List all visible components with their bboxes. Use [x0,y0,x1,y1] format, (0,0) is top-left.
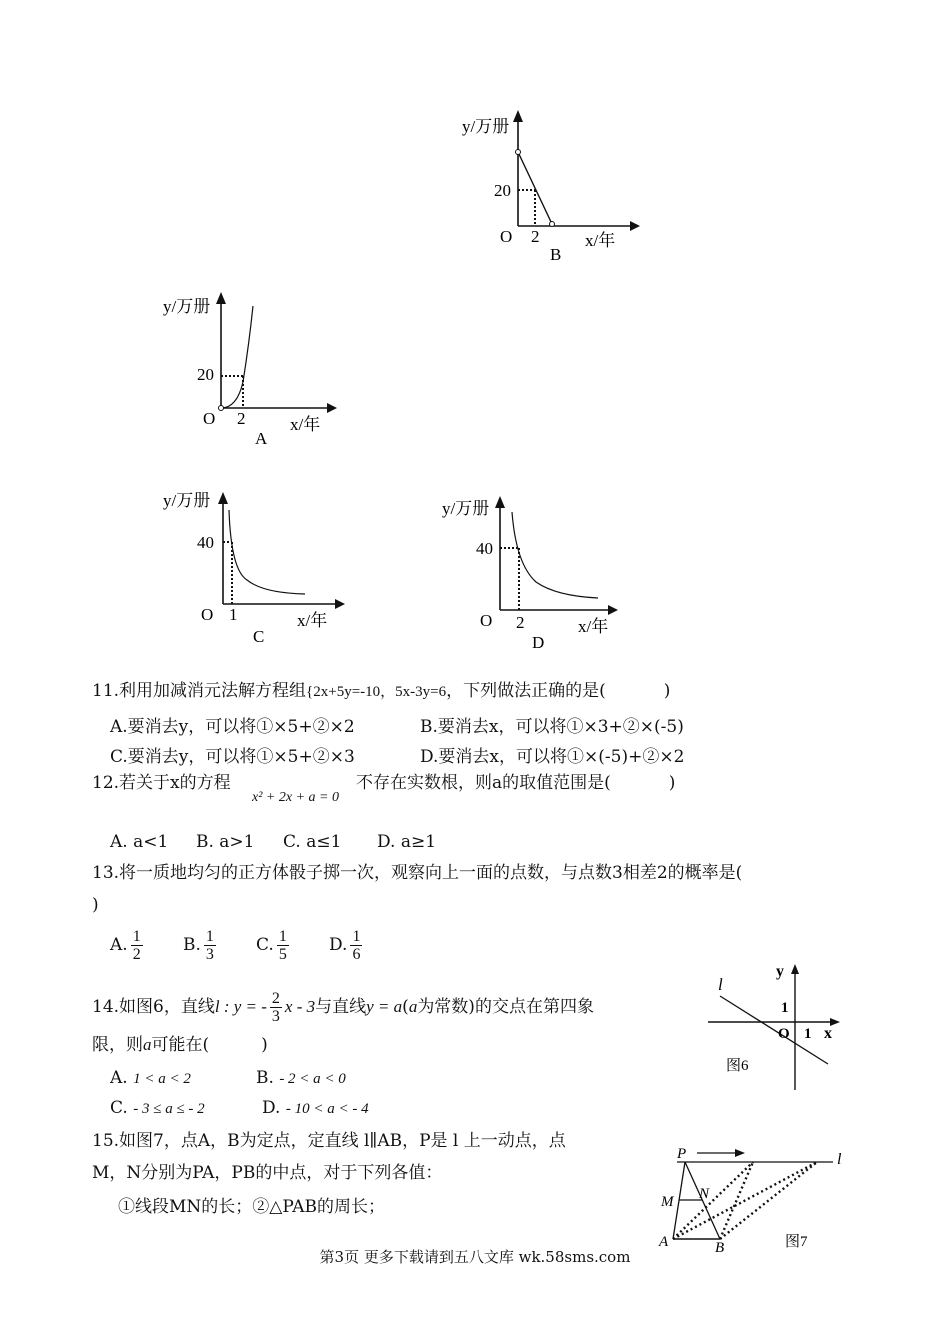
q11-option-a[interactable]: A.要消去y，可以将①×5+②×2 [110,717,355,737]
fraction: $\frac{2}{3}$ [271,990,280,1025]
q11-system: {2x+5y=-10，5x-3y=6 [306,684,447,700]
graph-d-origin: O [480,611,493,630]
figure-6-one-x: 1 [804,1026,812,1042]
q15-stem-3: ①线段MN的长；②△PAB的周长； [118,1197,386,1217]
figure-6-y-label: y [776,963,784,980]
q11-option-b[interactable]: B.要消去x，可以将①×3+②×(-5) [420,717,684,737]
figure-7-point-a: A [659,1234,669,1250]
graph-c [155,480,365,650]
figure-6-l-label: l [718,975,723,994]
graph-a-caption: A [255,429,268,448]
q11-option-c[interactable]: C.要消去y，可以将①×5+②×3 [110,747,355,767]
fraction: $\frac{1}{3}$ [205,928,214,963]
graph-d-xtick: 2 [516,613,525,632]
q15-stem-2: M，N分别为PA，PB的中点，对于下列各值： [92,1163,443,1183]
q12-stem-b: 不存在实数根，则a的取值范围是( ) [356,773,676,793]
graph-d-xlabel: x/年 [578,617,609,636]
q13-option-d[interactable]: D. $\frac{1}{6}$ [329,928,361,963]
graph-b-ytick: 20 [494,181,511,200]
graph-b-caption: B [550,245,562,264]
graph-c-curve [229,510,305,594]
q12-option-b[interactable]: B. a>1 [196,832,255,852]
graph-b-xlabel: x/年 [585,231,616,250]
graph-b [440,100,660,270]
q14-option-d[interactable]: D. - 10 < a < - 4 [262,1098,369,1118]
figure-7 [655,1142,855,1252]
q12-option-c[interactable]: C. a≤1 [283,832,342,852]
graph-d-ytick: 40 [476,539,493,558]
q12-option-a[interactable]: A. a<1 [110,832,169,852]
q12-option-d[interactable]: D. a≥1 [377,832,437,852]
graph-b-origin: O [500,227,513,246]
page-footer: 第3页 更多下载请到五八文库 wk.58sms.com [319,1248,631,1266]
graph-c-ytick: 40 [197,533,214,552]
q14-stem: 14.如图6，直线l : y = - $\frac{2}{3}$ x - 3与直线y = a(a为常数)的交点在第四象 [92,990,594,1025]
graph-a-ytick: 20 [197,365,214,384]
figure-6 [700,958,850,1094]
graph-c-caption: C [253,627,265,646]
graph-c-xtick: 1 [229,605,238,624]
figure-6-origin: O [778,1026,790,1042]
fraction: $\frac{1}{2}$ [132,928,141,963]
graph-b-line [518,152,552,224]
q15-stem-1: 15.如图7，点A，B为定点，定直线 l∥AB，P是 l 上一动点，点 [92,1131,566,1151]
figure-7-point-m: M [661,1194,674,1210]
q11-option-d[interactable]: D.要消去x，可以将①×(-5)+②×2 [420,747,685,767]
graph-d-caption: D [532,633,545,652]
figure-6-line-l [720,996,828,1064]
graph-c-origin: O [201,605,214,624]
graph-a-xlabel: x/年 [290,415,321,434]
figure-7-point-p: P [677,1146,687,1162]
q14-option-c[interactable]: C. - 3 ≤ a ≤ - 2 [110,1098,205,1118]
figure-7-point-n: N [699,1186,710,1202]
graph-a-xtick: 2 [237,409,246,428]
graph-d-curve [512,512,598,598]
graph-d-ylabel: y/万册 [442,499,490,518]
graph-a-curve [221,306,253,408]
q14-option-b[interactable]: B. - 2 < a < 0 [256,1068,346,1088]
figure-7-caption: 图7 [785,1234,808,1250]
q14-option-a[interactable]: A. 1 < a < 2 [110,1068,191,1088]
figure-6-one-y: 1 [781,1000,789,1016]
q14-stem-2: 限，则a可能在( ) [92,1035,268,1055]
figure-7-point-b: B [715,1240,725,1252]
q13-stem-end: ) [92,895,99,915]
graph-c-xlabel: x/年 [297,611,328,630]
q13-stem: 13.将一质地均匀的正方体骰子掷一次，观察向上一面的点数，与点数3相差2的概率是( [92,863,743,883]
fraction: $\frac{1}{5}$ [278,928,287,963]
graph-c-ylabel: y/万册 [163,491,211,510]
q12-stem: 12.若关于x的方程 [92,773,231,793]
figure-7-l-label: l [837,1151,842,1168]
figure-6-caption: 图6 [726,1058,749,1074]
graph-d [440,486,640,656]
graph-b-xtick: 2 [531,227,540,246]
q11-stem: 11.利用加减消元法解方程组{2x+5y=-10，5x-3y=6，下列做法正确的是( ) [92,681,671,701]
q13-option-c[interactable]: C. $\frac{1}{5}$ [256,928,287,963]
graph-a [155,284,355,454]
graph-b-ylabel: y/万册 [462,117,510,136]
figure-6-x-label: x [824,1025,832,1042]
q13-option-a[interactable]: A. $\frac{1}{2}$ [110,928,141,963]
fraction: $\frac{1}{6}$ [352,928,361,963]
q12-equation: x² + 2x + a = 0 [252,790,339,805]
graph-a-origin: O [203,409,216,428]
graph-a-ylabel: y/万册 [163,297,211,316]
q13-option-b[interactable]: B. $\frac{1}{3}$ [183,928,214,963]
